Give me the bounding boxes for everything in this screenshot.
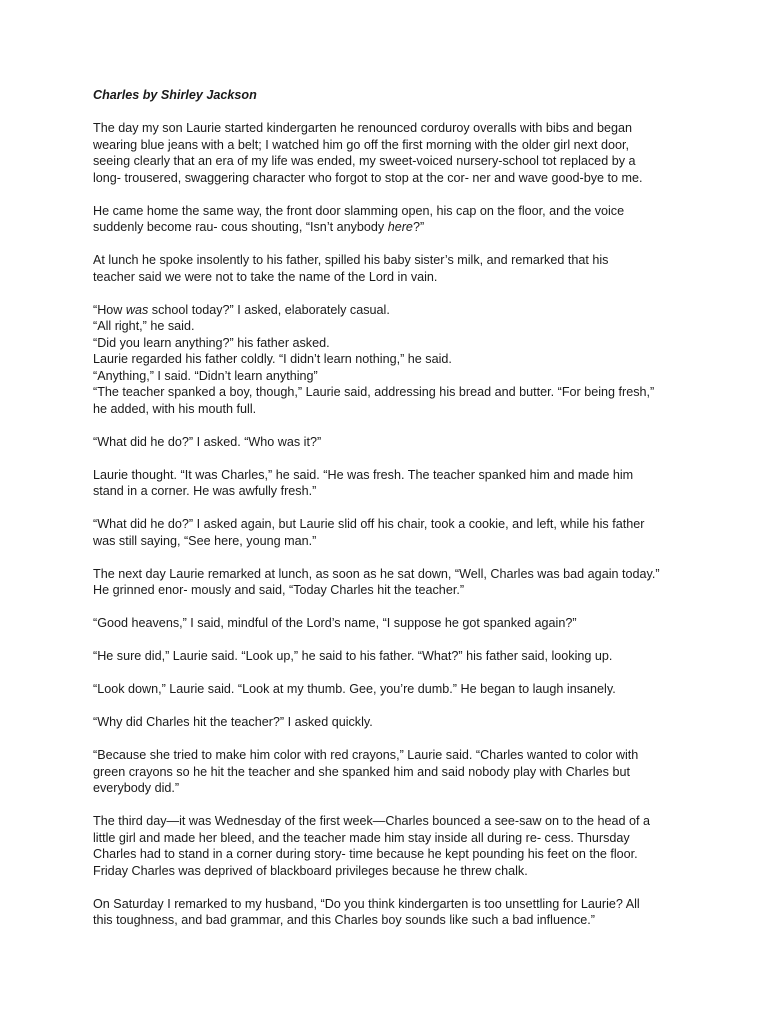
text-line (93, 302, 683, 319)
text-line: this toughness, and bad grammar, and this Charles boy sounds like such a bad influence.” (93, 913, 595, 927)
text-line: “Good heavens,” I said, mindful of the Lord’s name, “I suppose he got spanked again?” (93, 616, 577, 630)
text-line: “Why did Charles hit the teacher?” I asked quickly. (93, 715, 373, 729)
document-title: Charles by Shirley Jackson (93, 88, 257, 102)
text-line: teacher said we were not to take the name of the Lord in vain. (93, 269, 438, 284)
paragraph (93, 681, 683, 698)
paragraph (93, 120, 683, 186)
document-body (93, 120, 683, 929)
paragraph (93, 467, 683, 500)
text-line: green crayons so he hit the teacher and she spanked him and said nobody play with Charles but (93, 764, 630, 779)
paragraph (93, 252, 683, 285)
text-line: “What did he do?” I asked again, but Laurie slid off his chair, took a cookie, and left, while his father (93, 517, 645, 531)
paragraph (93, 648, 683, 665)
text-line: he added, with his mouth full. (93, 401, 257, 416)
text-line: stand in a corner. He was awfully fresh.” (93, 484, 317, 498)
text-line: everybody did.” (93, 781, 180, 795)
text-line: wearing blue jeans with a belt; I watched him go off the first morning with the older girl next door, (93, 137, 629, 152)
text-segment: ?” (412, 220, 425, 234)
paragraph (93, 896, 683, 929)
document-page (93, 87, 683, 945)
text-line: Laurie thought. “It was Charles,” he said. “He was fresh. The teacher spanked him and made him (93, 467, 634, 482)
paragraph (93, 813, 683, 879)
text-line: Charles had to stand in a corner during story- time because he kept pounding his feet on the floor. (93, 847, 638, 861)
text-line: The third day—it was Wednesday of the first week—Charles bounced a see-saw on to the head of a (93, 814, 650, 828)
text-line: The next day Laurie remarked at lunch, as soon as he sat down, “Well, Charles was bad again today.” (93, 566, 660, 581)
text-segment: suddenly become rau- cous shouting, “Isn’t anybody (93, 220, 388, 234)
italic-text: was (125, 302, 149, 317)
paragraph (93, 516, 683, 549)
text-line: “Because she tried to make him color with red crayons,” Laurie said. “Charles wanted to color with (93, 748, 639, 762)
text-line: “Look down,” Laurie said. “Look at my thumb. Gee, you’re dumb.” He began to laugh insanely. (93, 682, 616, 696)
text-line: The day my son Laurie started kindergarten he renounced corduroy overalls with bibs and began (93, 121, 633, 135)
text-line: “What did he do?” I asked. “Who was it?” (93, 434, 322, 449)
text-line (93, 219, 683, 236)
paragraph (93, 615, 683, 632)
paragraph (93, 203, 683, 236)
italic-text: here (387, 220, 413, 234)
paragraph (93, 747, 683, 797)
text-line: “He sure did,” Laurie said. “Look up,” he said to his father. “What?” his father said, looking up. (93, 649, 613, 663)
text-line: “Did you learn anything?” his father asked. (93, 335, 330, 350)
text-line: “Anything,” I said. “Didn’t learn anything” (93, 368, 318, 383)
text-line: At lunch he spoke insolently to his father, spilled his baby sister’s milk, and remarked that his (93, 253, 609, 267)
text-line: seeing clearly that an era of my life was ended, my sweet-voiced nursery-school tot replaced by a (93, 154, 636, 168)
paragraph (93, 714, 683, 731)
text-line: On Saturday I remarked to my husband, “Do you think kindergarten is too unsettling for Laurie? All (93, 896, 640, 911)
text-line: He grinned enor- mously and said, “Today Charles hit the teacher.” (93, 583, 465, 597)
text-line: Friday Charles was deprived of blackboard privileges because he threw chalk. (93, 863, 528, 878)
text-line: long- trousered, swaggering character who forgot to stop at the cor- ner and wave good-bye to me. (93, 170, 643, 185)
text-line: “All right,” he said. (93, 319, 195, 333)
paragraph (93, 434, 683, 451)
text-segment: school today?” I asked, elaborately casual. (148, 302, 390, 317)
text-line: Laurie regarded his father coldly. “I didn’t learn nothing,” he said. (93, 352, 452, 366)
text-line: was still saying, “See here, young man.” (93, 533, 317, 548)
text-line: He came home the same way, the front door slamming open, his cap on the floor, and the voice (93, 203, 625, 218)
paragraph (93, 566, 683, 599)
text-line: “The teacher spanked a boy, though,” Laurie said, addressing his bread and butter. “For being fresh,” (93, 385, 655, 399)
text-segment: “How (93, 302, 126, 317)
paragraph (93, 302, 683, 418)
text-line: little girl and made her bleed, and the teacher made him stay inside all during re- cess. Thursday (93, 830, 630, 845)
